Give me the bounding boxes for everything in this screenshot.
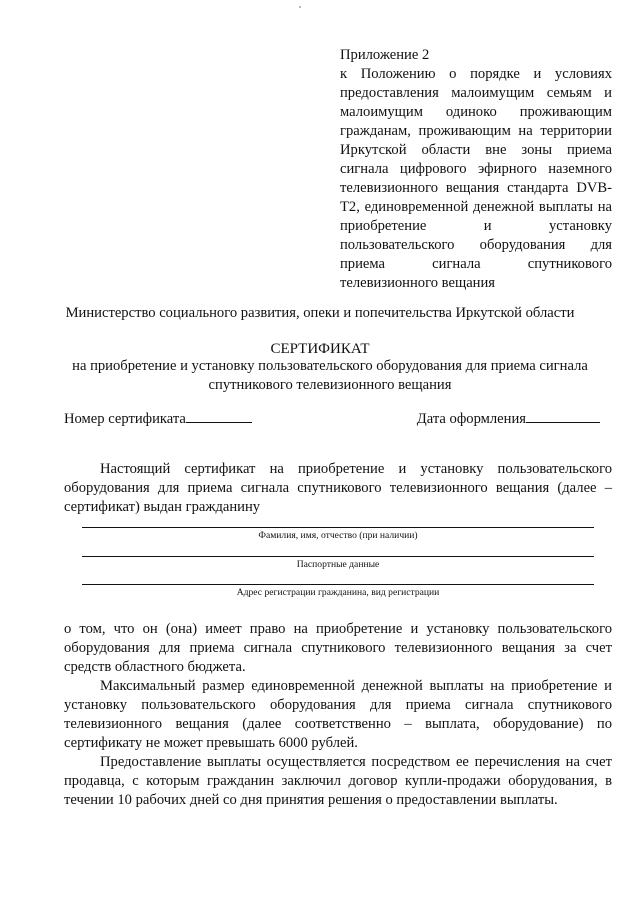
payment-paragraph: Предоставление выплаты осуществляется посредством ее перечисления на счет продавца, с которым гражданин заключил договор купли-продажи оборудования, в течении 10 рабочих дней со дня принятия решения о предоставлении выплаты.: [64, 754, 612, 808]
intro-paragraph: Настоящий сертификат на приобретение и установку пользовательского оборудования для приема сигнала спутникового телевизионного вещания (далее – сертификат) выдан гражданину: [64, 461, 612, 515]
max-amount-paragraph: Максимальный размер единовременной денежной выплаты на приобретение и установку пользовательского оборудования для приема сигнала спутникового телевизионного вещания (далее соответственно – выплата, оборудование) по сертификату не может превышать 6000 рублей.: [64, 678, 612, 751]
issue-date-field: [417, 409, 600, 429]
certificate-number-field: [64, 409, 252, 429]
certificate-number-label: Номер сертификата: [64, 411, 186, 427]
certificate-title: СЕРТИФИКАТ: [270, 341, 370, 357]
rights-paragraph: о том, что он (она) имеет право на приобретение и установку пользовательского оборудования для приема сигнала спутникового телевизионного вещания за счет средств областного бюджета.: [64, 621, 612, 675]
certificate-subtitle: на приобретение и установку пользовательского оборудования для приема сигнала спутникового телевизионного вещания: [72, 358, 588, 393]
certificate-meta-row: [64, 409, 600, 429]
passport-fill-line: [82, 556, 594, 557]
address-fill-line: [82, 584, 594, 585]
scan-speck: [299, 6, 301, 8]
issue-date-blank: [526, 409, 600, 423]
certificate-number-blank: [186, 409, 252, 423]
name-fill-line: [82, 527, 594, 528]
certificate-body: [64, 620, 612, 810]
appendix-block: [340, 46, 612, 293]
address-caption: Адрес регистрации гражданина, вид регистрации: [236, 587, 440, 598]
appendix-title: Приложение 2: [340, 47, 430, 63]
issue-date-label: Дата оформления: [416, 411, 526, 427]
appendix-text: к Положению о порядке и условиях предоставления малоимущим семьям и малоимущим одиноко проживающим гражданам, проживающим на территории Иркутской области вне зоны приема сигнала цифрового эфирного наземного телевизионного вещания стандарта DVB-T2, единовременной денежной выплаты на приобретение и установку пользовательского оборудования для приема сигнала спутникового телевизионного вещания: [340, 66, 612, 291]
passport-caption: Паспортные данные: [296, 559, 380, 570]
name-caption: Фамилия, имя, отчество (при наличии): [258, 530, 418, 541]
ministry-name: Министерство социального развития, опеки и попечительства Иркутской области: [65, 305, 575, 321]
